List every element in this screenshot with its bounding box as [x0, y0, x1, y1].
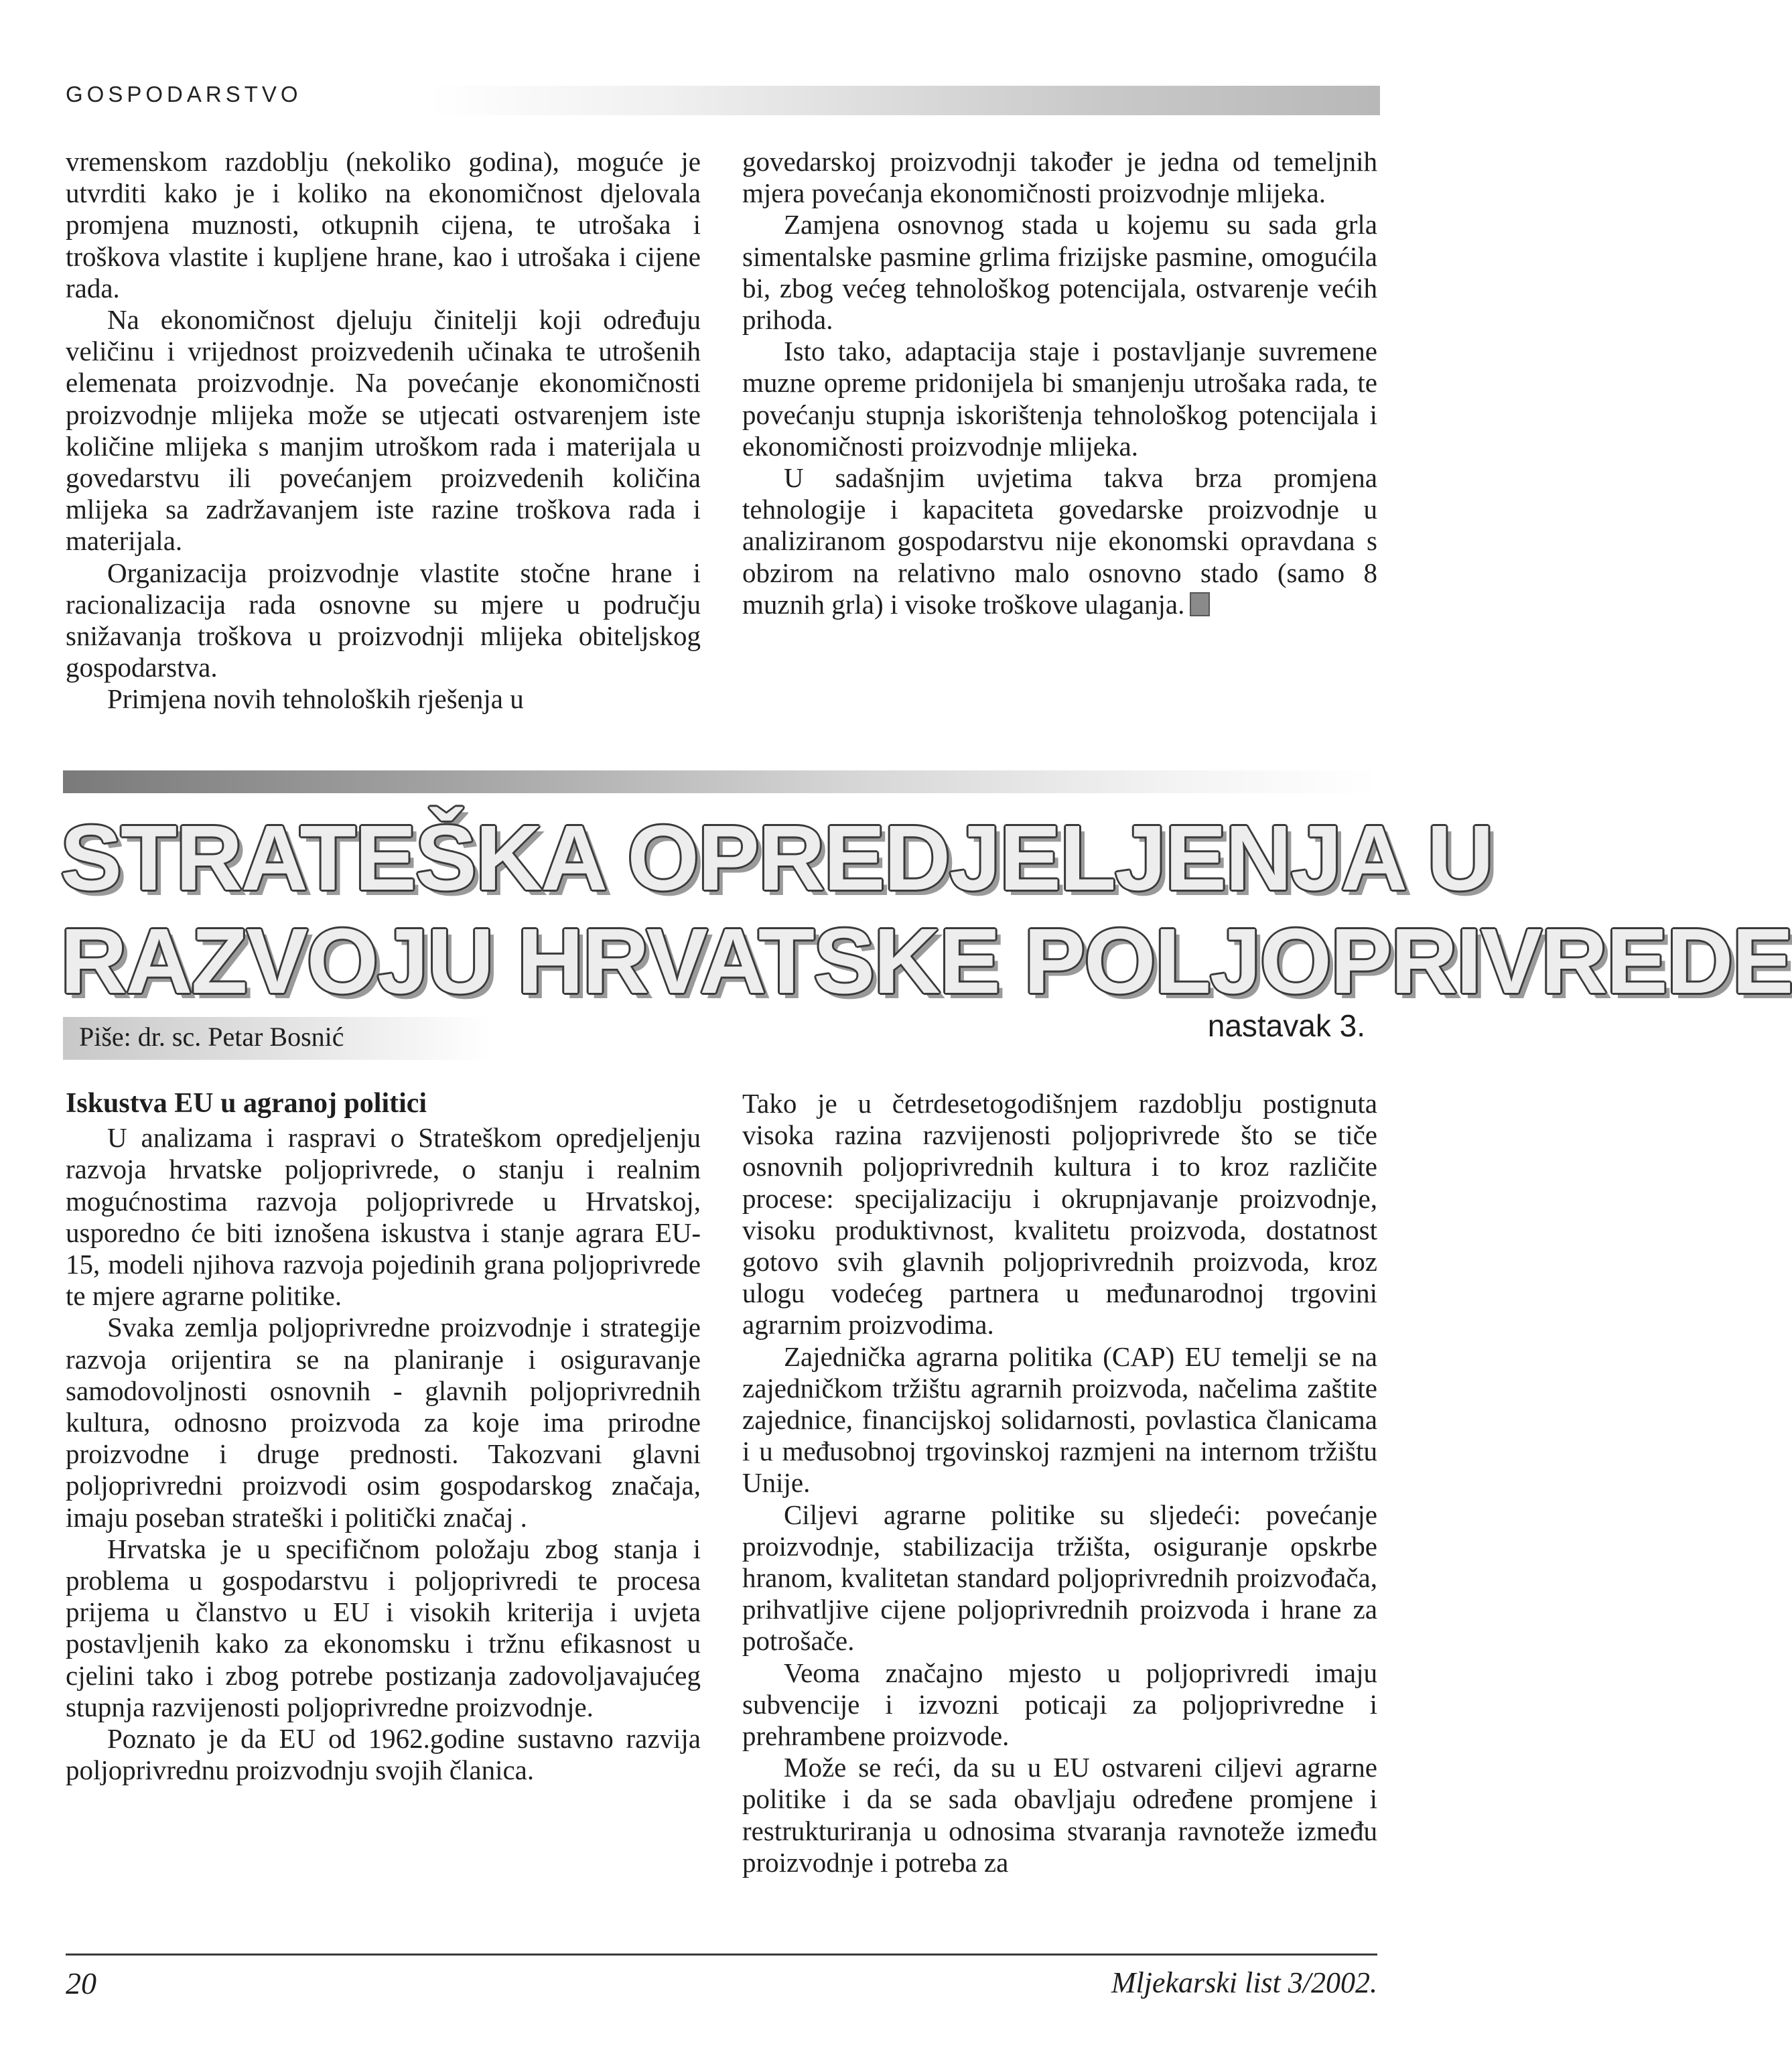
bottom-right-column: [742, 1088, 1377, 1878]
journal-issue: Mljekarski list 3/2002.: [1111, 1966, 1377, 1999]
paragraph: Ciljevi agrarne politike su sljedeći: povećanje proizvodnje, stabilizacija tržišta, osiguranje opskrbe hranom, kvalitetan standard poljoprivrednih proizvođača, prihvatljive cijene poljoprivrednih proizvoda i hrane za potrošače.: [742, 1499, 1377, 1657]
subheading: Iskustva EU u agranoj politici: [66, 1088, 427, 1119]
section-label: GOSPODARSTVO: [66, 82, 302, 107]
paragraph: Na ekonomičnost djeluju činitelji koji određuju veličinu i vrijednost proizvedenih učinaka te utrošenih elemenata proizvodnje. Na povećanje ekonomičnosti proizvodnje mlijeka može se utjecati ostvarenjem iste količine mlijeka s manjim utroškom rada i materijala u govedarstvu ili povećanjem proizvedenih količina mlijeka sa zadržavanjem iste razine troškova rada i materijala.: [66, 304, 701, 557]
paragraph: Veoma značajno mjesto u poljoprivredi imaju subvencije i izvozni poticaji za poljoprivredne i prehrambene proizvode.: [742, 1657, 1377, 1752]
top-right-column: [742, 146, 1377, 620]
header-gradient-band: [429, 86, 1380, 115]
continuation-label: nastavak 3.: [1207, 1008, 1365, 1043]
footer-rule: [66, 1954, 1377, 1956]
top-left-column: [66, 146, 701, 715]
paragraph: Organizacija proizvodnje vlastite stočne hrane i racionalizacija rada osnovne su mjere u području snižavanja troškova u proizvodnji mlijeka obiteljskog gospodarstva.: [66, 557, 701, 683]
paragraph: Poznato je da EU od 1962.godine sustavno razvija poljoprivrednu proizvodnju svojih članica.: [66, 1723, 701, 1786]
author-byline: Piše: dr. sc. Petar Bosnić: [79, 1022, 344, 1052]
paragraph: U analizama i raspravi o Strateškom opredjeljenju razvoja hrvatske poljoprivrede, o stanju i realnim mogućnostima razvoja poljoprivrede u Hrvatskoj, usporedno će biti iznošena iskustva i stanje agrara EU-15, modeli njihova razvoja pojedinih grana poljoprivrede te mjere agrarne politike.: [66, 1122, 701, 1312]
paragraph: govedarskoj proizvodnji također je jedna od temeljnih mjera povećanja ekonomičnosti proizvodnje mlijeka.: [742, 146, 1377, 209]
paragraph: Može se reći, da su u EU ostvareni ciljevi agrarne politike i da se sada obavljaju određene promjene i restrukturiranja u odnosima stvaranja ravnoteže između proizvodnje i potreba za: [742, 1752, 1377, 1878]
paragraph: vremenskom razdoblju (nekoliko godina), moguće je utvrditi kako je i koliko na ekonomičnost djelovala promjena muznosti, otkupnih cijena, te utrošaka i troškova vlastite i kupljene hrane, kao i utrošaka i cijene rada.: [66, 146, 701, 303]
paragraph: Zamjena osnovnog stada u kojemu su sada grla simentalske pasmine grlima frizijske pasmine, omogućila bi, zbog većeg tehnološkog potencijala, ostvarenje većih prihoda.: [742, 209, 1377, 336]
paragraph-text: U sadašnjim uvjetima takva brza promjena tehnologije i kapaciteta govedarske proizvodnje u analiziranom gospodarstvu nije ekonomski opravdana s obzirom na relativno malo osnovno stado (samo 8 muznih grla) i visoke troškove ulaganja.: [742, 462, 1377, 620]
article-title-line-1: STRATEŠKA OPREDJELJENJA U: [60, 807, 1493, 910]
paragraph: Primjena novih tehnoloških rješenja u: [107, 683, 524, 715]
paragraph-with-end-mark: [742, 462, 1377, 620]
paragraph: Tako je u četrdesetogodišnjem razdoblju postignuta visoka razina razvijenosti poljoprivrede što se tiče osnovnih poljoprivrednih kultura i to kroz različite procese: specijalizaciju i okrupnjavanje proizvodnje, visoku produktivnost, kvalitetu proizvoda, dostatnost gotovo svih glavnih poljoprivrednih proizvoda, kroz ulogu vodećeg partnera u međunarodnoj trgovini agrarnim proizvodima.: [742, 1088, 1377, 1341]
end-of-article-square-icon: [1190, 592, 1210, 616]
paragraph: Isto tako, adaptacija staje i postavljanje suvremene muzne opreme pridonijela bi smanjenju utrošaka rada, te povećanju stupnja iskorištenja tehnološkog potencijala i ekonomičnosti proizvodnje mlijeka.: [742, 336, 1377, 462]
divider-gradient-band: [63, 770, 1380, 793]
paragraph: Hrvatska je u specifičnom položaju zbog stanja i problema u gospodarstvu i poljoprivredi te procesa prijema u članstvo u EU i visokih kriterija i uvjeta postavljenih kako za ekonomsku i tržnu efikasnost u cjelini tako i zbog potrebe postizanja zadovoljavajućeg stupnja razvijenosti poljoprivredne proizvodnje.: [66, 1533, 701, 1722]
article-title-line-2: RAZVOJU HRVATSKE POLJOPRIVREDE: [60, 910, 1792, 1013]
bottom-left-column: [66, 1088, 701, 1786]
paragraph: Zajednička agrarna politika (CAP) EU temelji se na zajedničkom tržištu agrarnih proizvoda, načelima zaštite zajednice, financijskoj solidarnosti, povlastica članicama i u međusobnoj trgovinskoj razmjeni na internom tržištu Unije.: [742, 1341, 1377, 1499]
page-number: 20: [66, 1966, 96, 2000]
paragraph: Svaka zemlja poljoprivredne proizvodnje i strategije razvoja orijentira se na planiranje i osiguravanje samodovoljnosti osnovnih - glavnih poljoprivrednih kultura, odnosno proizvoda za koje ima prirodne proizvodne i druge prednosti. Takozvani glavni poljoprivredni proizvodi osim gospodarskog značaja, imaju poseban strateški i politički značaj .: [66, 1312, 701, 1533]
